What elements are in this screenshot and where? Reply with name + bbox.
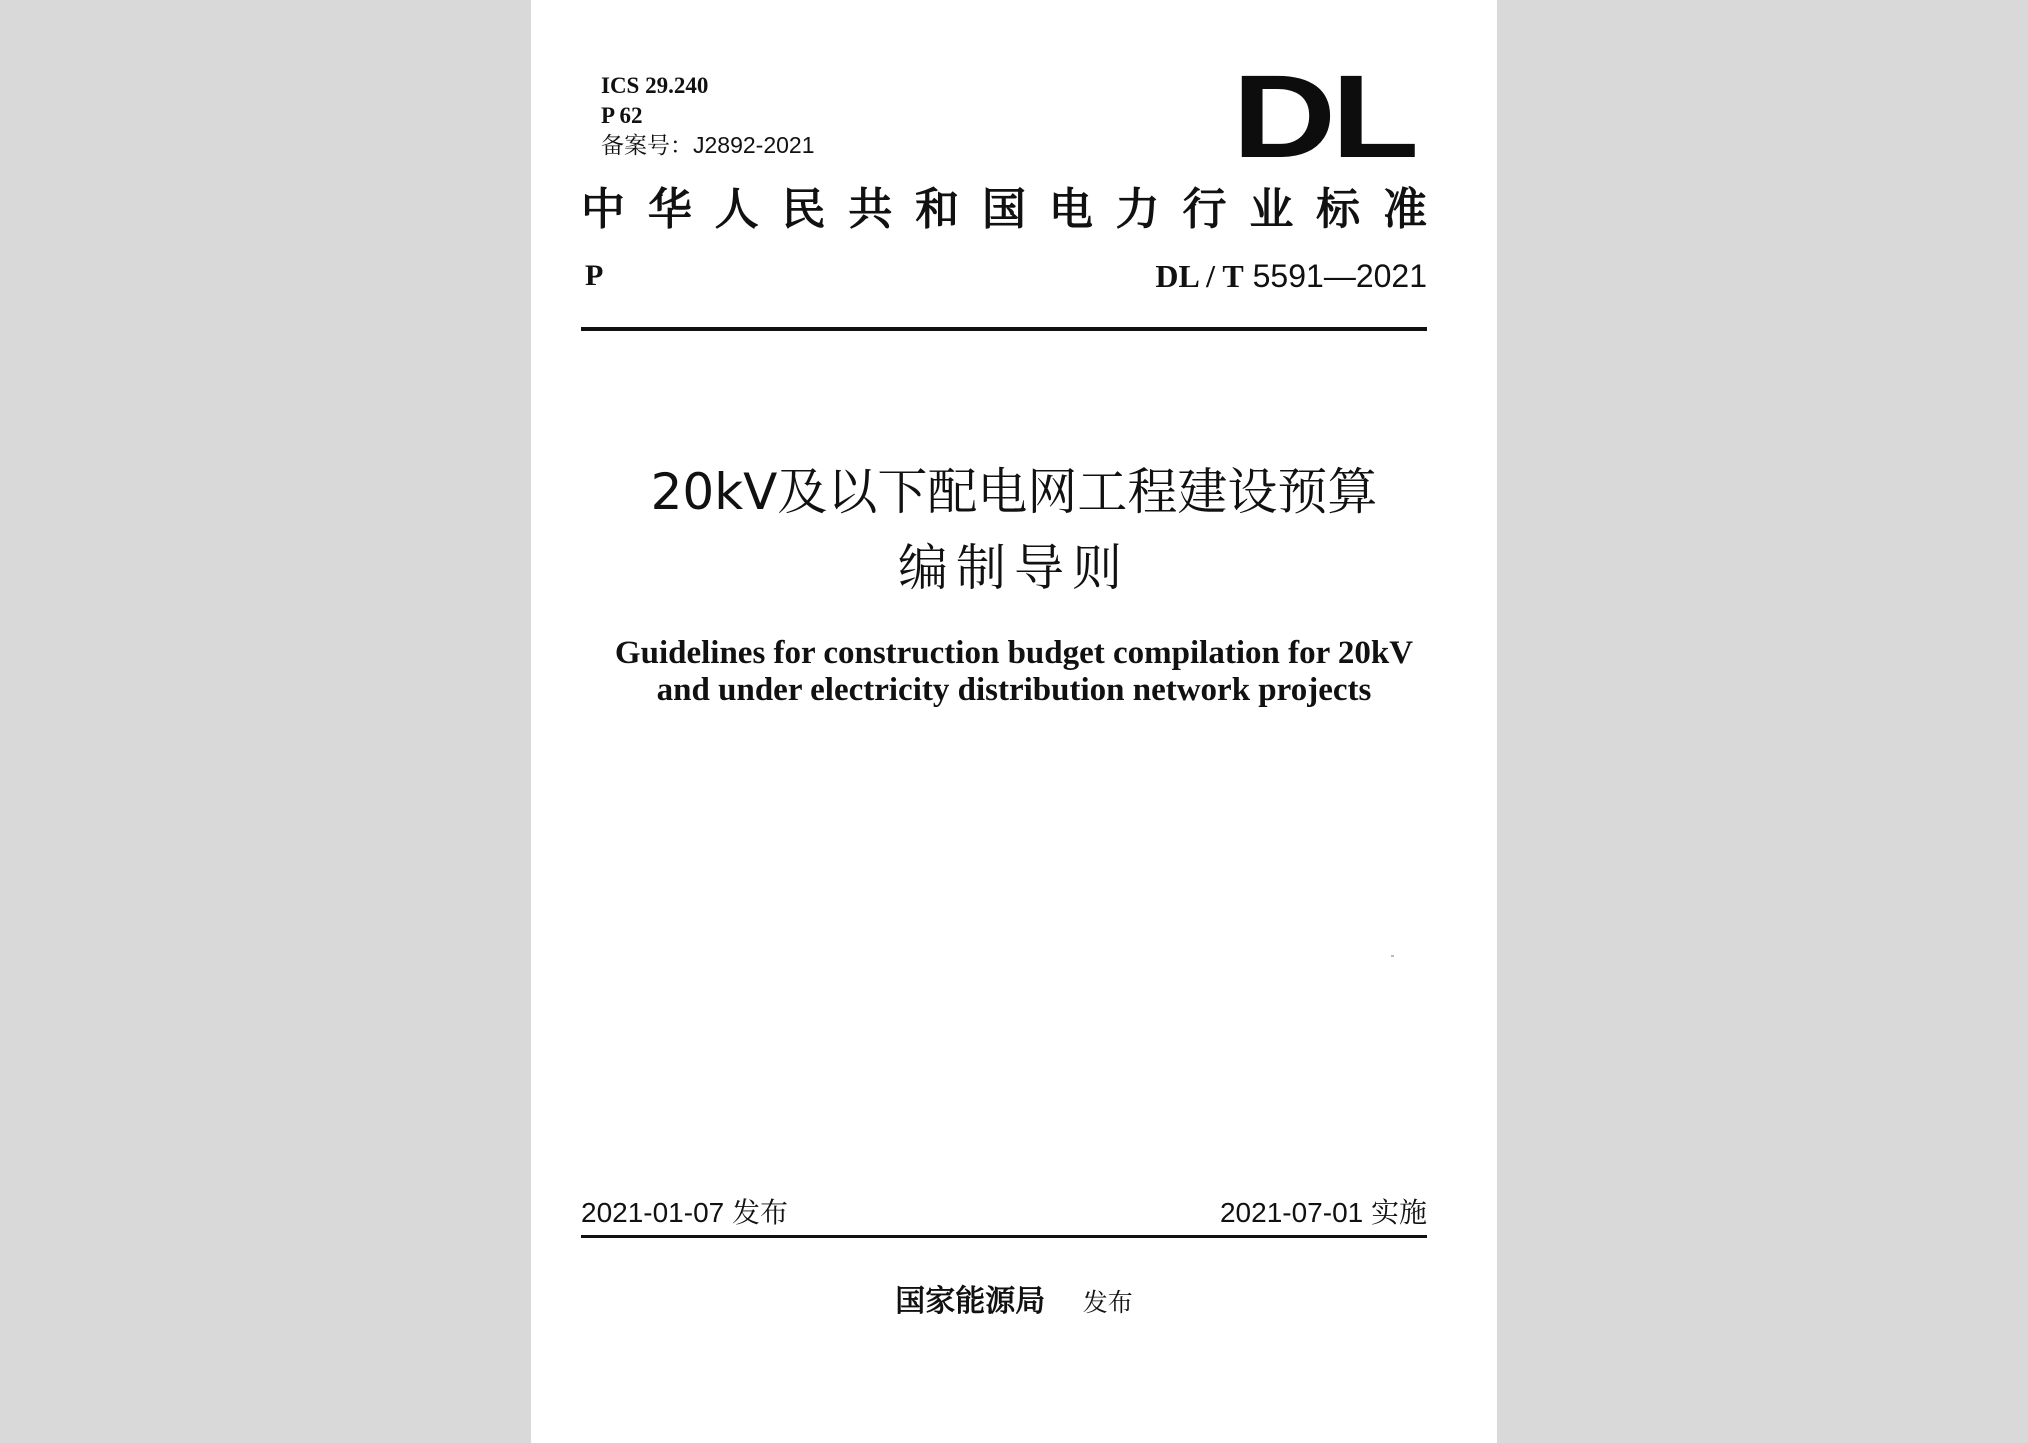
title-cn-line2: 编制导则 [898,539,1130,597]
issue-date: 2021-01-07 发布 [581,1197,789,1228]
org-title: 中华人民共和国电力行业标准 [581,184,1427,235]
standard-prefix: DL / T [1155,258,1244,294]
ics-code: ICS 29.240 [601,73,709,98]
standard-number-value: 5591—2021 [1252,258,1427,294]
implement-date: 2021-07-01 实施 [1219,1197,1427,1228]
footer-divider [581,1235,1427,1238]
issuer [531,1280,1497,1325]
dl-logo: DL [1231,51,1414,183]
title-en-line2: and under electricity distribution network projects [656,672,1372,708]
header-divider [581,327,1427,331]
filing-number: 备案号：J2892-2021 [601,132,815,158]
class-letter: P [585,259,604,292]
title-cn-line1: 20kV及以下配电网工程建设预算 [650,463,1378,521]
issuer-name: 国家能源局 [895,1284,1046,1319]
issuer-action: 发布 [1082,1288,1133,1317]
title-en-line1: Guidelines for construction budget compilation for 20kV [614,635,1414,671]
standard-number [1155,258,1427,294]
scan-speck [1391,955,1394,957]
cover-page [531,0,1497,1443]
ccs-code: P 62 [601,103,643,128]
